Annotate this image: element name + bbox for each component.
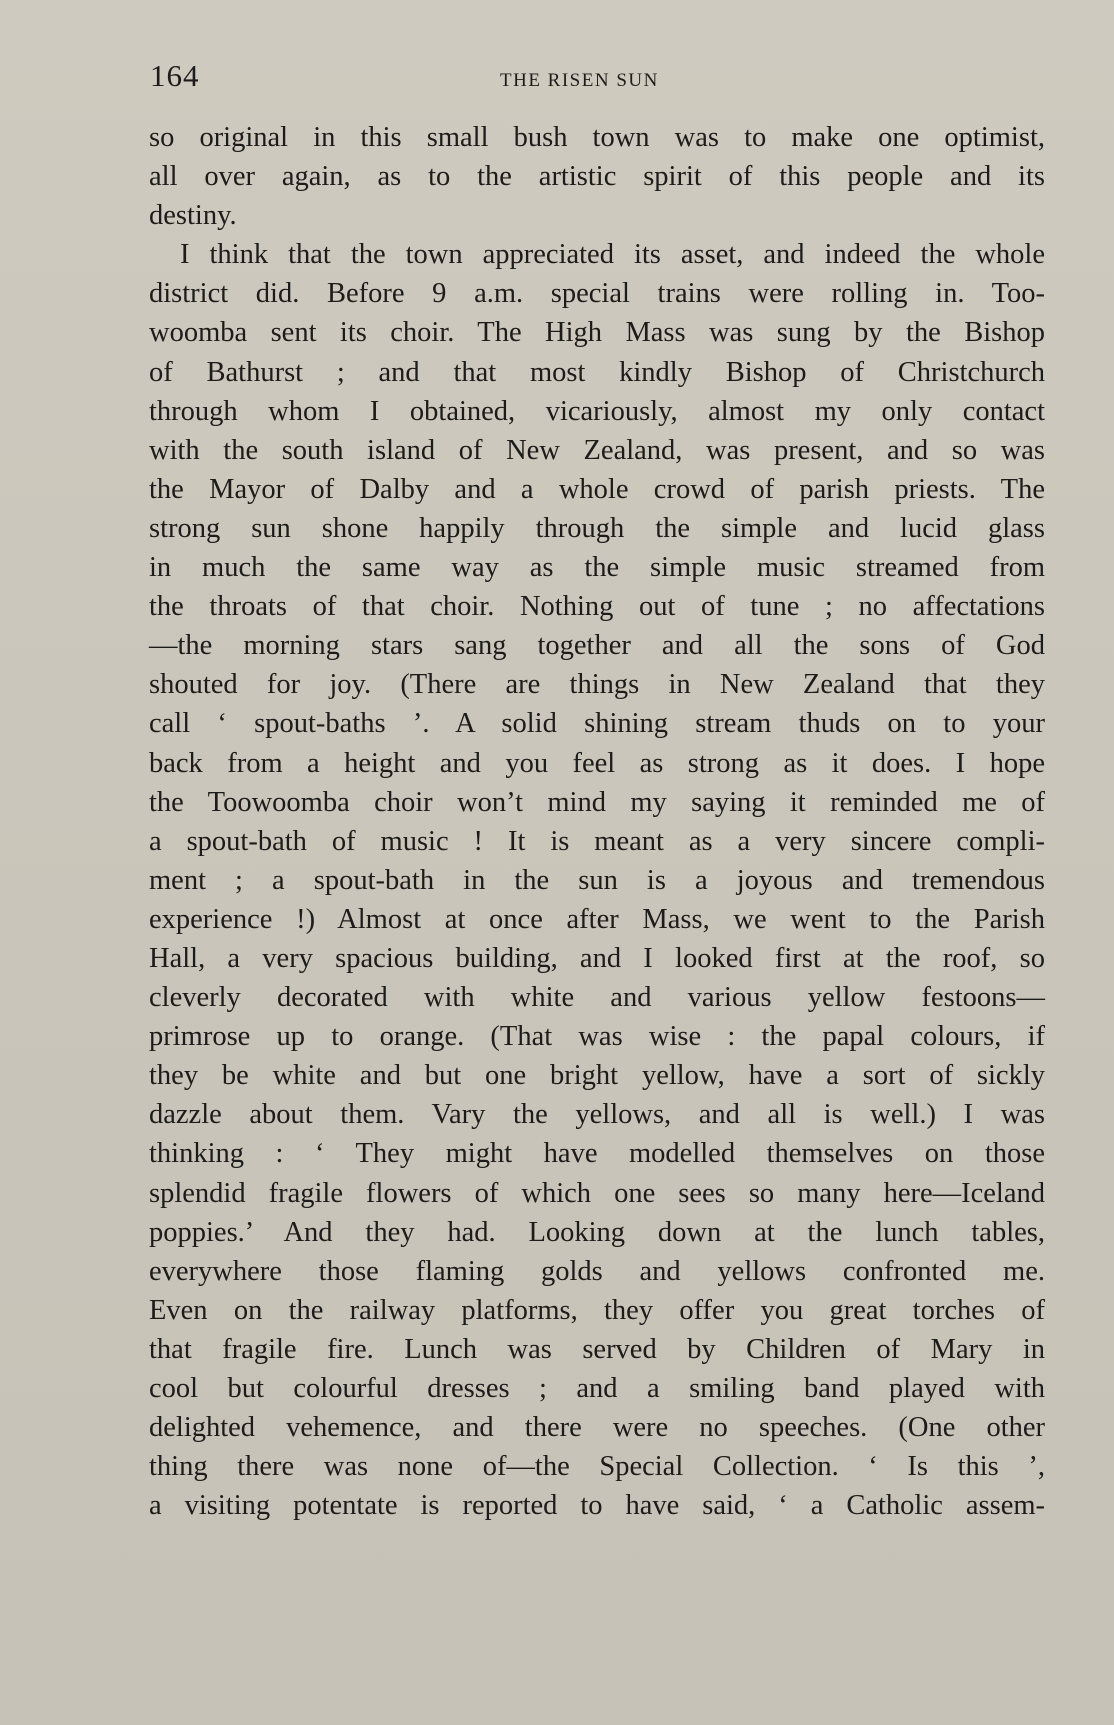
text-line: a spout-bath of music ! It is meant as a very sincere compli- <box>149 825 1045 857</box>
body-text <box>149 118 1045 1525</box>
text-line: cleverly decorated with white and various yellow festoons— <box>149 982 1045 1014</box>
text-line: shouted for joy. (There are things in New Zealand that they <box>149 669 1045 701</box>
text-line: the throats of that choir. Nothing out of tune ; no affectations <box>149 591 1045 623</box>
running-head: THE RISEN SUN <box>500 70 659 91</box>
text-line: ment ; a spout-bath in the sun is a joyous and tremendous <box>149 864 1045 896</box>
text-line: destiny. <box>149 200 237 232</box>
text-line: the Mayor of Dalby and a whole crowd of parish priests. The <box>149 473 1045 505</box>
text-line: Even on the railway platforms, they offer you great torches of <box>149 1294 1045 1326</box>
text-line: a visiting potentate is reported to have said, ‘ a Catholic assem- <box>149 1490 1045 1522</box>
text-line: the Toowoomba choir won’t mind my saying it reminded me of <box>149 786 1045 818</box>
text-line: thing there was none of—the Special Collection. ‘ Is this ’, <box>149 1451 1045 1483</box>
text-line: back from a height and you feel as strong as it does. I hope <box>149 747 1045 779</box>
text-line: all over again, as to the artistic spirit of this people and its <box>149 161 1045 193</box>
text-line: Hall, a very spacious building, and I looked first at the roof, so <box>149 942 1045 974</box>
text-line: with the south island of New Zealand, was present, and so was <box>149 434 1045 466</box>
text-line: primrose up to orange. (That was wise : the papal colours, if <box>149 1021 1045 1053</box>
text-line: dazzle about them. Vary the yellows, and all is well.) I was <box>149 1099 1045 1131</box>
text-line: in much the same way as the simple music streamed from <box>149 552 1045 584</box>
text-line: experience !) Almost at once after Mass, we went to the Parish <box>149 903 1045 935</box>
text-line: cool but colourful dresses ; and a smiling band played with <box>149 1373 1045 1404</box>
text-line: call ‘ spout-baths ’. A solid shining stream thuds on to your <box>149 708 1045 740</box>
page-number: 164 <box>150 58 200 93</box>
text-line: poppies.’ And they had. Looking down at the lunch tables, <box>149 1216 1045 1248</box>
text-line: delighted vehemence, and there were no speeches. (One other <box>149 1412 1045 1444</box>
text-line: of Bathurst ; and that most kindly Bishop of Christchurch <box>149 356 1045 388</box>
text-line: district did. Before 9 a.m. special trains were rolling in. Too- <box>149 278 1045 310</box>
text-line: so original in this small bush town was to make one optimist, <box>149 122 1045 153</box>
text-line: splendid fragile flowers of which one sees so many here—Iceland <box>149 1177 1045 1209</box>
text-line: woomba sent its choir. The High Mass was sung by the Bishop <box>149 317 1045 349</box>
text-line: —the morning stars sang together and all the sons of God <box>149 630 1045 662</box>
text-line: that fragile fire. Lunch was served by Children of Mary in <box>149 1333 1045 1365</box>
text-line: strong sun shone happily through the simple and lucid glass <box>149 512 1045 544</box>
text-line: they be white and but one bright yellow, have a sort of sickly <box>149 1060 1045 1092</box>
text-line: thinking : ‘ They might have modelled themselves on those <box>149 1138 1045 1170</box>
text-line: everywhere those flaming golds and yellows confronted me. <box>149 1255 1045 1287</box>
page-header <box>150 58 1045 102</box>
text-line: through whom I obtained, vicariously, almost my only contact <box>149 395 1045 427</box>
text-line: I think that the town appreciated its asset, and indeed the whole <box>180 239 1045 271</box>
